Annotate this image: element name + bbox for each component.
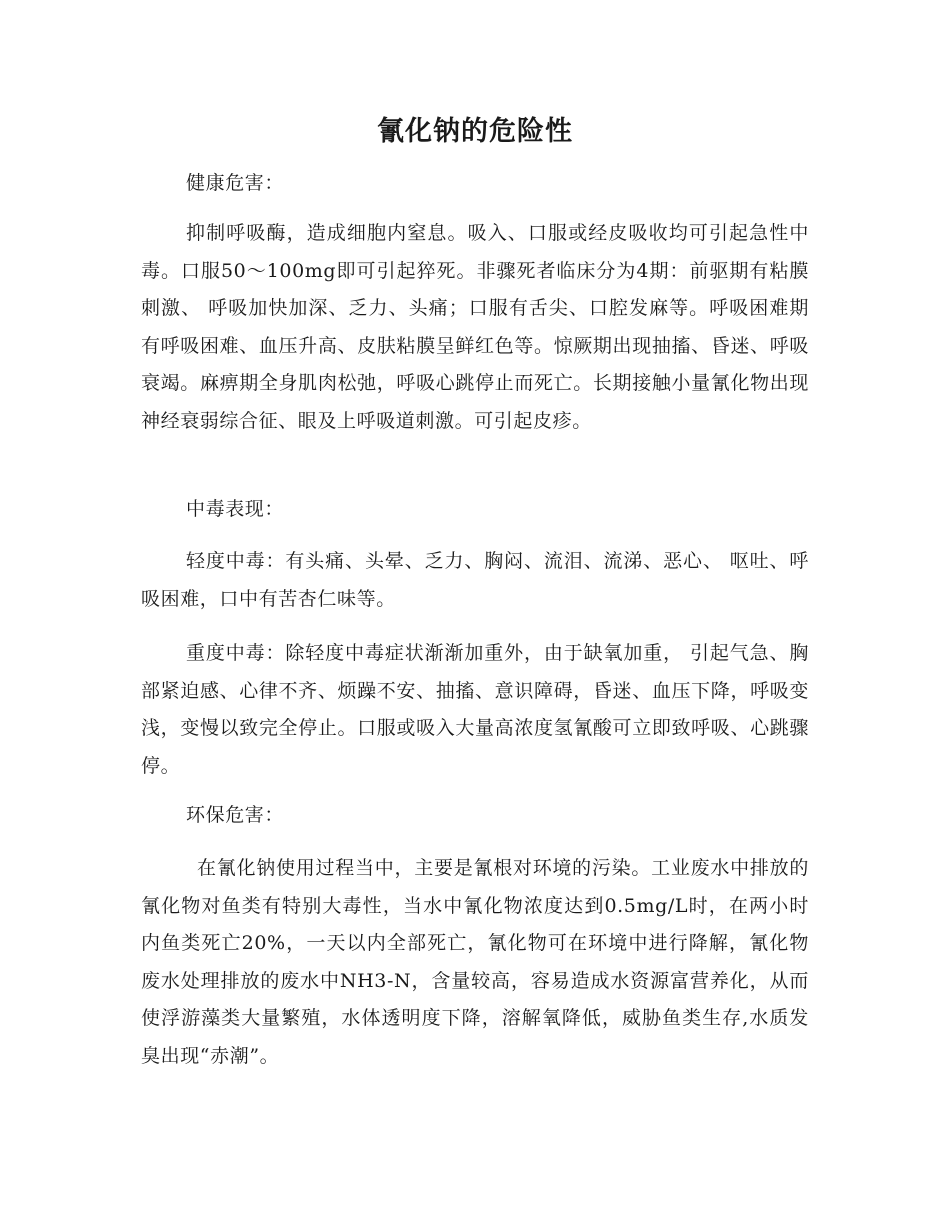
paragraph-severe-poisoning: 重度中毒：除轻度中毒症状渐渐加重外，由于缺氧加重， 引起气急、胸部紧迫感、心律不齐、烦躁不安、抽搐、意识障碍，昏迷、血压下降，呼吸变浅，变慢以致完全停止。口服或吸入大量高浓度氢氰酸可立即致呼吸、心跳骤停。 [141,642,809,777]
section-heading-environmental-hazard: 环保危害： [186,804,285,826]
paragraph-mild-poisoning: 轻度中毒：有头痛、头晕、乏力、胸闷、流泪、流涕、恶心、 呕吐、呼吸困难，口中有苦杏仁味等。 [141,550,809,610]
document-title: 氰化钠的危险性 [377,116,573,147]
paragraph-environmental-hazard: 在氰化钠使用过程当中，主要是氰根对环境的污染。工业废水中排放的氰化物对鱼类有特别大毒性，当水中氰化物浓度达到0.5mg/L时，在两小时内鱼类死亡20%，一天以内全部死亡，氰化物可在环境中进行降解，氰化物废水处理排放的废水中NH3-N，含量较高，容易造成水资源富营养化，从而使浮游藻类大量繁殖，水体透明度下降，溶解氧降低，威胁鱼类生存,水质发臭出现“赤潮”。 [141,857,809,1067]
paragraph-health-hazard: 抑制呼吸酶，造成细胞内窒息。吸入、口服或经皮吸收均可引起急性中毒。口服50～100mg即可引起猝死。非骤死者临床分为4期：前驱期有粘膜刺激、 呼吸加快加深、乏力、头痛；口服有舌尖、口腔发麻等。呼吸困难期有呼吸困难、血压升高、皮肤粘膜呈鲜红色等。惊厥期出现抽搐、昏迷、呼吸衰竭。麻痹期全身肌肉松弛，呼吸心跳停止而死亡。长期接触小量氰化物出现神经衰弱综合征、眼及上呼吸道刺激。可引起皮疹。 [141,222,809,432]
section-heading-poisoning-symptoms: 中毒表现： [186,498,285,520]
section-heading-health-hazard: 健康危害： [186,172,285,194]
